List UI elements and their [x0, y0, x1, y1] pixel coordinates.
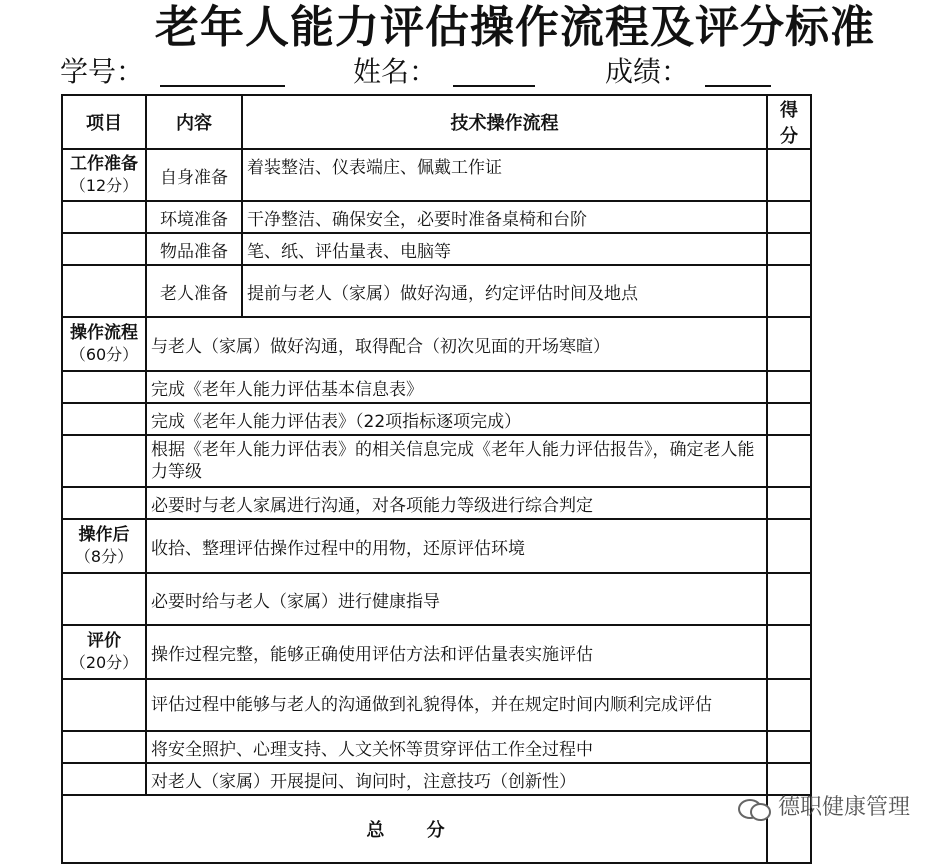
- name-field[interactable]: [453, 85, 535, 87]
- section-after-label: [62, 519, 146, 573]
- score-cell[interactable]: [767, 519, 811, 573]
- score-cell[interactable]: [767, 149, 811, 201]
- page-title: 老年人能力评估操作流程及评分标准: [155, 2, 875, 53]
- section-name: 操作后: [78, 525, 130, 545]
- section-blank-cell: [62, 763, 146, 795]
- section-blank-cell: [62, 731, 146, 763]
- table-row: [62, 731, 811, 763]
- table-row: [62, 233, 811, 265]
- step-cell: 操作过程完整，能够正确使用评估方法和评估量表实施评估: [146, 625, 767, 679]
- score-cell[interactable]: [767, 371, 811, 403]
- assessment-table: [61, 94, 812, 864]
- table-header-row: [62, 95, 811, 149]
- step-cell: 与老人（家属）做好沟通，取得配合（初次见面的开场寒暄）: [146, 317, 767, 371]
- step-cell: 完成《老年人能力评估基本信息表》: [146, 371, 767, 403]
- header-process: 技术操作流程: [242, 95, 767, 149]
- score-cell[interactable]: [767, 201, 811, 233]
- step-cell: 评估过程中能够与老人的沟通做到礼貌得体，并在规定时间内顺利完成评估: [146, 679, 767, 731]
- header-item: 项目: [62, 95, 146, 149]
- section-blank-cell: [62, 435, 146, 487]
- content-cell: 老人准备: [146, 265, 242, 317]
- section-blank-cell: [62, 233, 146, 265]
- section-blank-cell: [62, 201, 146, 233]
- section-blank-cell: [62, 371, 146, 403]
- step-cell: 着装整洁、仪表端庄、佩戴工作证: [242, 149, 767, 201]
- total-row: [62, 795, 811, 863]
- step-cell: 收拾、整理评估操作过程中的用物，还原评估环境: [146, 519, 767, 573]
- score-label: 成绩：: [605, 55, 690, 88]
- section-blank-cell: [62, 679, 146, 731]
- watermark-text: 德职健康管理: [777, 795, 910, 820]
- watermark: [738, 790, 910, 821]
- section-points: （8分）: [74, 547, 134, 566]
- score-cell[interactable]: [767, 625, 811, 679]
- table-row: [62, 149, 811, 201]
- step-cell: 完成《老年人能力评估表》（22项指标逐项完成）: [146, 403, 767, 435]
- step-cell: 干净整洁、确保安全，必要时准备桌椅和台阶: [242, 201, 767, 233]
- score-cell[interactable]: [767, 487, 811, 519]
- table-row: [62, 679, 811, 731]
- header-content: 内容: [146, 95, 242, 149]
- section-points: （60分）: [69, 345, 139, 364]
- step-cell: 根据《老年人能力评估表》的相关信息完成《老年人能力评估报告》，确定老人能力等级: [146, 435, 767, 487]
- step-cell: 将安全照护、心理支持、人文关怀等贯穿评估工作全过程中: [146, 731, 767, 763]
- section-name: 操作流程: [70, 323, 138, 343]
- content-cell: 物品准备: [146, 233, 242, 265]
- score-cell[interactable]: [767, 679, 811, 731]
- step-cell: 笔、纸、评估量表、电脑等: [242, 233, 767, 265]
- table-row: [62, 763, 811, 795]
- wechat-icon: [738, 797, 772, 819]
- table-row: [62, 435, 811, 487]
- table-row: [62, 201, 811, 233]
- total-label: 总 分: [62, 795, 767, 863]
- name-label: 姓名：: [353, 55, 438, 88]
- table-row: [62, 371, 811, 403]
- score-cell[interactable]: [767, 731, 811, 763]
- content-cell: 环境准备: [146, 201, 242, 233]
- section-eval-label: [62, 625, 146, 679]
- section-blank-cell: [62, 573, 146, 625]
- table-row: [62, 403, 811, 435]
- section-points: （20分）: [69, 653, 139, 672]
- student-id-label: 学号：: [60, 55, 145, 88]
- content-cell: 自身准备: [146, 149, 242, 201]
- score-cell[interactable]: [767, 435, 811, 487]
- step-cell: 必要时与老人家属进行沟通，对各项能力等级进行综合判定: [146, 487, 767, 519]
- table-row: [62, 265, 811, 317]
- score-cell[interactable]: [767, 265, 811, 317]
- step-cell: 提前与老人（家属）做好沟通，约定评估时间及地点: [242, 265, 767, 317]
- score-cell[interactable]: [767, 573, 811, 625]
- table-row: [62, 487, 811, 519]
- section-blank-cell: [62, 403, 146, 435]
- table-row: [62, 573, 811, 625]
- section-name: 工作准备: [70, 154, 138, 174]
- section-ops-label: [62, 317, 146, 371]
- section-prep-label: [62, 149, 146, 201]
- table-row: [62, 519, 811, 573]
- table-row: [62, 317, 811, 371]
- score-cell[interactable]: [767, 317, 811, 371]
- score-cell[interactable]: [767, 233, 811, 265]
- section-name: 评价: [87, 631, 121, 651]
- student-id-field[interactable]: [160, 85, 285, 87]
- step-cell: 必要时给与老人（家属）进行健康指导: [146, 573, 767, 625]
- section-points: （12分）: [69, 176, 139, 195]
- table-row: [62, 625, 811, 679]
- section-blank-cell: [62, 487, 146, 519]
- student-info-row: [60, 52, 780, 92]
- step-cell: 对老人（家属）开展提问、询问时，注意技巧（创新性）: [146, 763, 767, 795]
- section-blank-cell: [62, 265, 146, 317]
- score-field[interactable]: [705, 85, 771, 87]
- score-cell[interactable]: [767, 403, 811, 435]
- header-score: 得分: [767, 95, 811, 149]
